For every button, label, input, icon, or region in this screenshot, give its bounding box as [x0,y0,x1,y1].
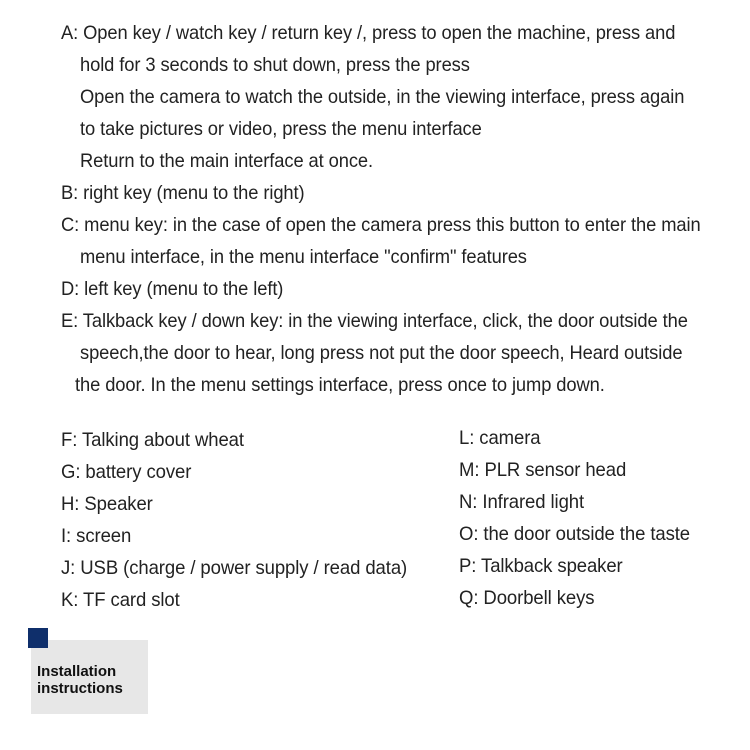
part-label: H: Speaker [61,493,153,515]
instruction-line: the door. In the menu settings interface, press once to jump down. [75,374,605,396]
part-label: J: USB (charge / power supply / read data) [61,557,408,579]
instruction-line: speech,the door to hear, long press not put the door speech, Heard outside [80,342,683,364]
instruction-line: to take pictures or video, press the menu interface [80,118,482,140]
instruction-line: D: left key (menu to the left) [61,278,284,300]
instruction-line: E: Talkback key / down key: in the viewing interface, click, the door outside the [61,310,688,332]
part-label: K: TF card slot [61,589,180,611]
badge-title [37,663,123,697]
part-label: L: camera [459,427,541,449]
badge-title-line1: Installation [37,663,117,680]
badge-accent-square [28,628,48,648]
part-label: N: Infrared light [459,491,585,513]
part-label: M: PLR sensor head [459,459,627,481]
part-label: G: battery cover [61,461,192,483]
instruction-line: B: right key (menu to the right) [61,182,305,204]
instruction-line: Return to the main interface at once. [80,150,374,172]
instruction-line: hold for 3 seconds to shut down, press the press [80,54,470,76]
badge-title-line2: instructions [37,680,123,697]
part-label: P: Talkback speaker [459,555,623,577]
part-label: Q: Doorbell keys [459,587,595,609]
instruction-line: A: Open key / watch key / return key /, press to open the machine, press and [61,22,676,44]
instruction-line: menu interface, in the menu interface "confirm" features [80,246,527,268]
part-label: F: Talking about wheat [61,429,244,451]
instruction-line: C: menu key: in the case of open the camera press this button to enter the main [61,214,701,236]
part-label: O: the door outside the taste [459,523,691,545]
part-label: I: screen [61,525,132,547]
instruction-line: Open the camera to watch the outside, in the viewing interface, press again [80,86,685,108]
